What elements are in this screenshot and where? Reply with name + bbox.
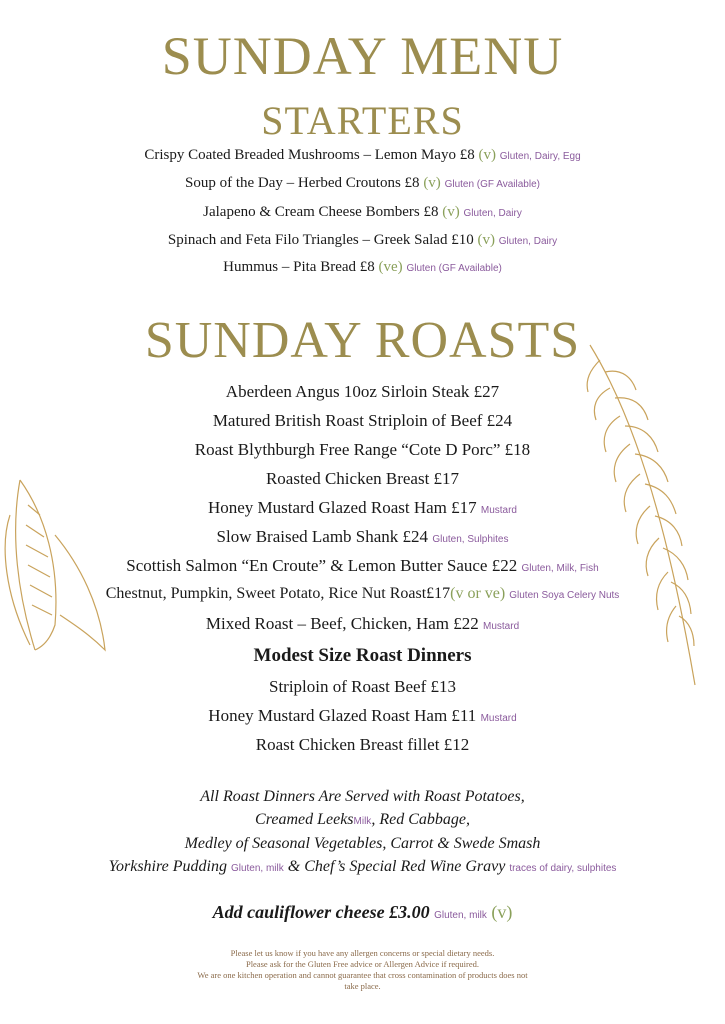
diet-tag: (v or ve) xyxy=(450,585,506,602)
allergen-info: Mustard xyxy=(480,505,517,516)
item-name: Matured British Roast Striploin of Beef £24 xyxy=(212,411,513,430)
roasts-heading: SUNDAY ROASTS xyxy=(144,312,581,369)
item-name: Roast Blythburgh Free Range “Cote D Porc” £18 xyxy=(194,440,531,459)
roast-item xyxy=(0,498,725,518)
item-name: Spinach and Feta Filo Triangles – Greek Salad £10 xyxy=(167,232,474,248)
diet-tag: (v) xyxy=(423,175,441,191)
modest-item xyxy=(0,677,725,697)
modest-item xyxy=(0,735,725,755)
allergen-notice xyxy=(0,948,725,992)
modest-heading: Modest Size Roast Dinners xyxy=(253,645,472,666)
roast-item xyxy=(0,440,725,460)
starters-heading: STARTERS xyxy=(261,98,464,143)
item-name: Jalapeno & Cream Cheese Bombers £8 xyxy=(203,204,439,220)
item-name: Crispy Coated Breaded Mushrooms – Lemon Mayo £8 xyxy=(144,147,475,163)
item-name: Hummus – Pita Bread £8 xyxy=(223,259,375,275)
roast-item xyxy=(0,411,725,431)
allergen-info: Mustard xyxy=(480,713,517,724)
roast-item xyxy=(0,527,725,547)
served-text: Creamed Leeks xyxy=(255,810,354,828)
diet-tag: (v) xyxy=(442,204,460,220)
item-name: Soup of the Day – Herbed Croutons £8 xyxy=(185,175,420,191)
roast-item xyxy=(0,469,725,489)
starter-item xyxy=(0,204,725,221)
roast-item xyxy=(0,585,725,603)
item-name: Striploin of Roast Beef £13 xyxy=(269,677,456,696)
starter-item xyxy=(0,232,725,249)
starter-item xyxy=(0,175,725,192)
item-name: Chestnut, Pumpkin, Sweet Potato, Rice Nut Roast£17 xyxy=(105,585,451,602)
allergen-info: Gluten, milk xyxy=(230,862,284,874)
served-with-note xyxy=(0,786,725,880)
allergen-info: traces of dairy, sulphites xyxy=(509,862,617,874)
item-name: Scottish Salmon “En Croute” & Lemon Butter Sauce £22 xyxy=(126,556,518,575)
allergen-info: Gluten, Dairy xyxy=(498,236,558,247)
roast-item xyxy=(0,556,725,576)
addon-text: Add cauliflower cheese £3.00 xyxy=(212,902,430,922)
notice-line: Please ask for the Gluten Free advice or Allergen Advice if required. xyxy=(245,959,480,969)
allergen-info: Gluten (GF Available) xyxy=(406,263,502,274)
item-name: Roast Chicken Breast fillet £12 xyxy=(255,735,470,754)
served-line: Medley of Seasonal Vegetables, Carrot & Swede Smash xyxy=(184,835,541,852)
roast-item xyxy=(0,614,725,634)
item-name: Slow Braised Lamb Shank £24 xyxy=(216,527,429,546)
allergen-info: Gluten, milk xyxy=(434,910,487,921)
starter-item xyxy=(0,259,725,276)
notice-line: Please let us know if you have any allergen concerns or special dietary needs. xyxy=(230,948,495,958)
allergen-info: Gluten (GF Available) xyxy=(444,179,540,190)
roast-item xyxy=(0,382,725,402)
item-name: Honey Mustard Glazed Roast Ham £11 xyxy=(208,706,477,725)
served-text: & Chef’s Special Red Wine Gravy xyxy=(283,857,506,875)
diet-tag: (v) xyxy=(491,902,513,922)
allergen-info: Gluten, Milk, Fish xyxy=(521,563,599,574)
allergen-info: Gluten Soya Celery Nuts xyxy=(509,590,620,601)
diet-tag: (v) xyxy=(478,147,496,163)
page-title: SUNDAY MENU xyxy=(161,26,564,86)
served-line xyxy=(0,809,725,834)
served-text: , Red Cabbage, xyxy=(371,810,470,828)
notice-line: We are one kitchen operation and cannot guarantee that cross contamination of products does not xyxy=(197,970,528,980)
modest-item xyxy=(0,706,725,726)
allergen-info: Gluten, Sulphites xyxy=(432,534,509,545)
starter-item xyxy=(0,147,725,164)
diet-tag: (ve) xyxy=(378,259,403,275)
allergen-info: Mustard xyxy=(483,621,520,632)
item-name: Aberdeen Angus 10oz Sirloin Steak £27 xyxy=(225,382,500,401)
served-line xyxy=(0,856,725,881)
served-line: All Roast Dinners Are Served with Roast Potatoes, xyxy=(200,788,525,805)
allergen-info: Milk xyxy=(353,815,372,827)
served-text: Yorkshire Pudding xyxy=(108,857,227,875)
allergen-info: Gluten, Dairy, Egg xyxy=(499,151,581,162)
item-name: Honey Mustard Glazed Roast Ham £17 xyxy=(207,498,477,517)
diet-tag: (v) xyxy=(477,232,495,248)
cauliflower-addon xyxy=(0,902,725,923)
item-name: Roasted Chicken Breast £17 xyxy=(265,469,460,488)
notice-line: take place. xyxy=(344,981,381,991)
allergen-info: Gluten, Dairy xyxy=(463,208,522,219)
item-name: Mixed Roast – Beef, Chicken, Ham £22 xyxy=(205,614,479,633)
